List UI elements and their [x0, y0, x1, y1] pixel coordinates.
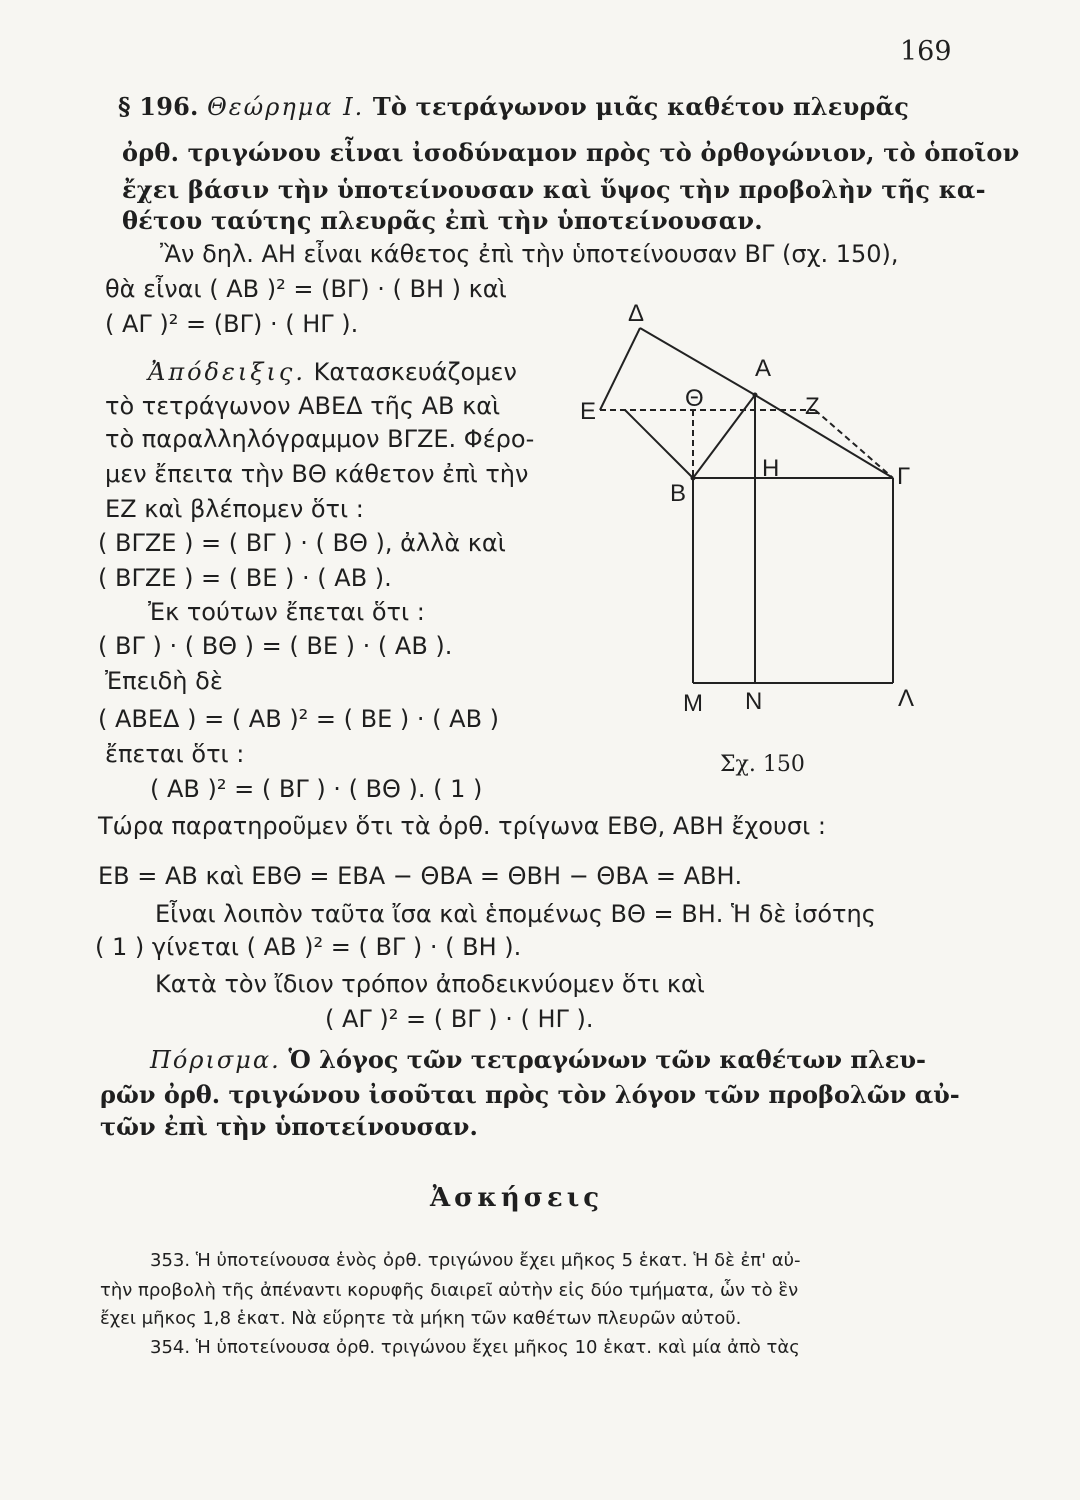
- proof-line-4: μεν ἔπειτα τὴν ΒΘ κάθετον ἐπὶ τὴν: [105, 460, 529, 488]
- fig-label-eta: Η: [762, 455, 780, 482]
- fig-label-beta: Β: [670, 480, 687, 507]
- page-number: 169: [900, 36, 952, 67]
- statement-line-3: ( ΑΓ )² = (ΒΓ) · ( ΗΓ ).: [105, 310, 359, 338]
- fig-label-theta: Θ: [685, 385, 704, 412]
- fig-line-zg: [815, 410, 893, 478]
- proof-line-17: ( 1 ) γίνεται ( ΑΒ )² = ( ΒΓ ) · ( ΒΗ ).: [95, 933, 522, 961]
- proof-line-16: Εἶναι λοιπὸν ταῦτα ἴσα καὶ ἑπομένως ΒΘ = ΒΗ. Ἡ δὲ ἰσότης: [155, 900, 876, 928]
- proof-line-7: ( ΒΓΖΕ ) = ( ΒΕ ) · ( ΑΒ ).: [98, 564, 392, 592]
- fig-label-zeta: Ζ: [805, 393, 820, 420]
- proof-line-9: ( ΒΓ ) · ( ΒΘ ) = ( ΒΕ ) · ( ΑΒ ).: [98, 632, 453, 660]
- proof-line-13: ( ΑΒ )² = ( ΒΓ ) · ( ΒΘ ). ( 1 ): [150, 775, 483, 803]
- fig-line-bd: [625, 410, 693, 478]
- corollary-line-2: ρῶν ὀρθ. τριγώνου ἰσοῦται πρὸς τὸν λόγον τῶν προβολῶν αὐ-: [100, 1080, 960, 1109]
- statement-line-1: Ἂν δηλ. ΑΗ εἶναι κάθετος ἐπὶ τὴν ὑποτείνουσαν ΒΓ (σχ. 150),: [160, 240, 899, 268]
- proof-line-5: ΕΖ καὶ βλέπομεν ὅτι :: [105, 495, 364, 523]
- exercise-353-line-2: τὴν προβολὴ τῆς ἀπέναντι κορυφῆς διαιρεῖ αὐτὴν εἰς δύο τμήματα, ὧν τὸ ἓν: [100, 1280, 799, 1301]
- proof-line-8: Ἐκ τούτων ἔπεται ὅτι :: [148, 598, 425, 626]
- exercise-353-line-3: ἔχει μῆκος 1,8 ἑκατ. Νὰ εὕρητε τὰ μήκη τῶν καθέτων πλευρῶν αὐτοῦ.: [100, 1308, 742, 1329]
- fig-label-lambda: Λ: [898, 685, 915, 712]
- corollary-text-1: Ὁ λόγος τῶν τετραγώνων τῶν καθέτων πλευ-: [288, 1045, 926, 1074]
- fig-line-de: [600, 328, 640, 410]
- fig-label-epsilon: Ε: [580, 398, 597, 425]
- proof-line-10: Ἐπειδὴ δὲ: [105, 667, 223, 695]
- corollary-label: Πόρισμα.: [150, 1046, 281, 1074]
- proof-line-3: τὸ παραλληλόγραμμον ΒΓΖΕ. Φέρο-: [105, 425, 535, 453]
- proof-line-11: ( ΑΒΕΔ ) = ( ΑΒ )² = ( ΒΕ ) · ( ΑΒ ): [98, 705, 500, 733]
- proof-line-2: τὸ τετράγωνον ΑΒΕΔ τῆς ΑΒ καὶ: [105, 392, 501, 420]
- proof-line-15: ΕΒ = ΑΒ καὶ ΕΒΘ = ΕΒΑ − ΘΒΑ = ΘΒΗ − ΘΒΑ = ΑΒΗ.: [98, 862, 743, 890]
- proof-line-18: Κατὰ τὸν ἴδιον τρόπον ἀποδεικνύομεν ὅτι καὶ: [155, 970, 705, 998]
- fig-label-nu: Ν: [745, 688, 763, 715]
- fig-label-alpha: Α: [755, 355, 772, 382]
- proof-line-19: ( ΑΓ )² = ( ΒΓ ) · ( ΗΓ ).: [325, 1005, 594, 1033]
- proof-line-14: Τώρα παρατηροῦμεν ὅτι τὰ ὀρθ. τρίγωνα ΕΒΘ, ΑΒΗ ἔχουσι :: [98, 812, 826, 840]
- section-number: § 196.: [118, 92, 199, 121]
- theorem-text-1: Τὸ τετράγωνον μιᾶς καθέτου πλευρᾶς: [372, 92, 910, 121]
- exercise-354-line-1: 354. Ἡ ὑποτείνουσα ὀρθ. τριγώνου ἔχει μῆκος 10 ἑκατ. καὶ μία ἀπὸ τὰς: [150, 1337, 800, 1358]
- theorem-line-2: ὀρθ. τριγώνου εἶναι ἰσοδύναμον πρὸς τὸ ὀρθογώνιον, τὸ ὁποῖον: [122, 138, 1020, 167]
- theorem-line-3: ἔχει βάσιν τὴν ὑποτείνουσαν καὶ ὕψος τὴν προβολὴν τῆς κα-: [122, 175, 986, 204]
- proof-text-1: Κατασκευάζομεν: [313, 358, 517, 386]
- proof-label: Ἀπόδειξις.: [148, 358, 306, 386]
- proof-line-6: ( ΒΓΖΕ ) = ( ΒΓ ) · ( ΒΘ ), ἀλλὰ καὶ: [98, 529, 506, 557]
- exercise-353-line-1: 353. Ἡ ὑποτείνουσα ἑνὸς ὀρθ. τριγώνου ἔχει μῆκος 5 ἑκατ. Ἡ δὲ ἐπ' αὐ-: [150, 1250, 801, 1271]
- exercises-heading: Ἀσκήσεις: [430, 1183, 604, 1213]
- proof-line-12: ἔπεται ὅτι :: [105, 740, 245, 768]
- fig-label-mu: Μ: [683, 690, 703, 717]
- theorem-label: Θεώρημα I.: [207, 93, 365, 121]
- statement-line-2: θὰ εἶναι ( ΑΒ )² = (ΒΓ) · ( ΒΗ ) καὶ: [105, 275, 507, 303]
- figure-caption: Σχ. 150: [720, 752, 805, 777]
- fig-label-delta: Δ: [628, 300, 645, 327]
- fig-label-gamma: Γ: [897, 463, 911, 490]
- corollary-line-3: τῶν ἐπὶ τὴν ὑποτείνουσαν.: [100, 1112, 478, 1141]
- theorem-line-4: θέτου ταύτης πλευρᾶς ἐπὶ τὴν ὑποτείνουσαν.: [122, 206, 763, 235]
